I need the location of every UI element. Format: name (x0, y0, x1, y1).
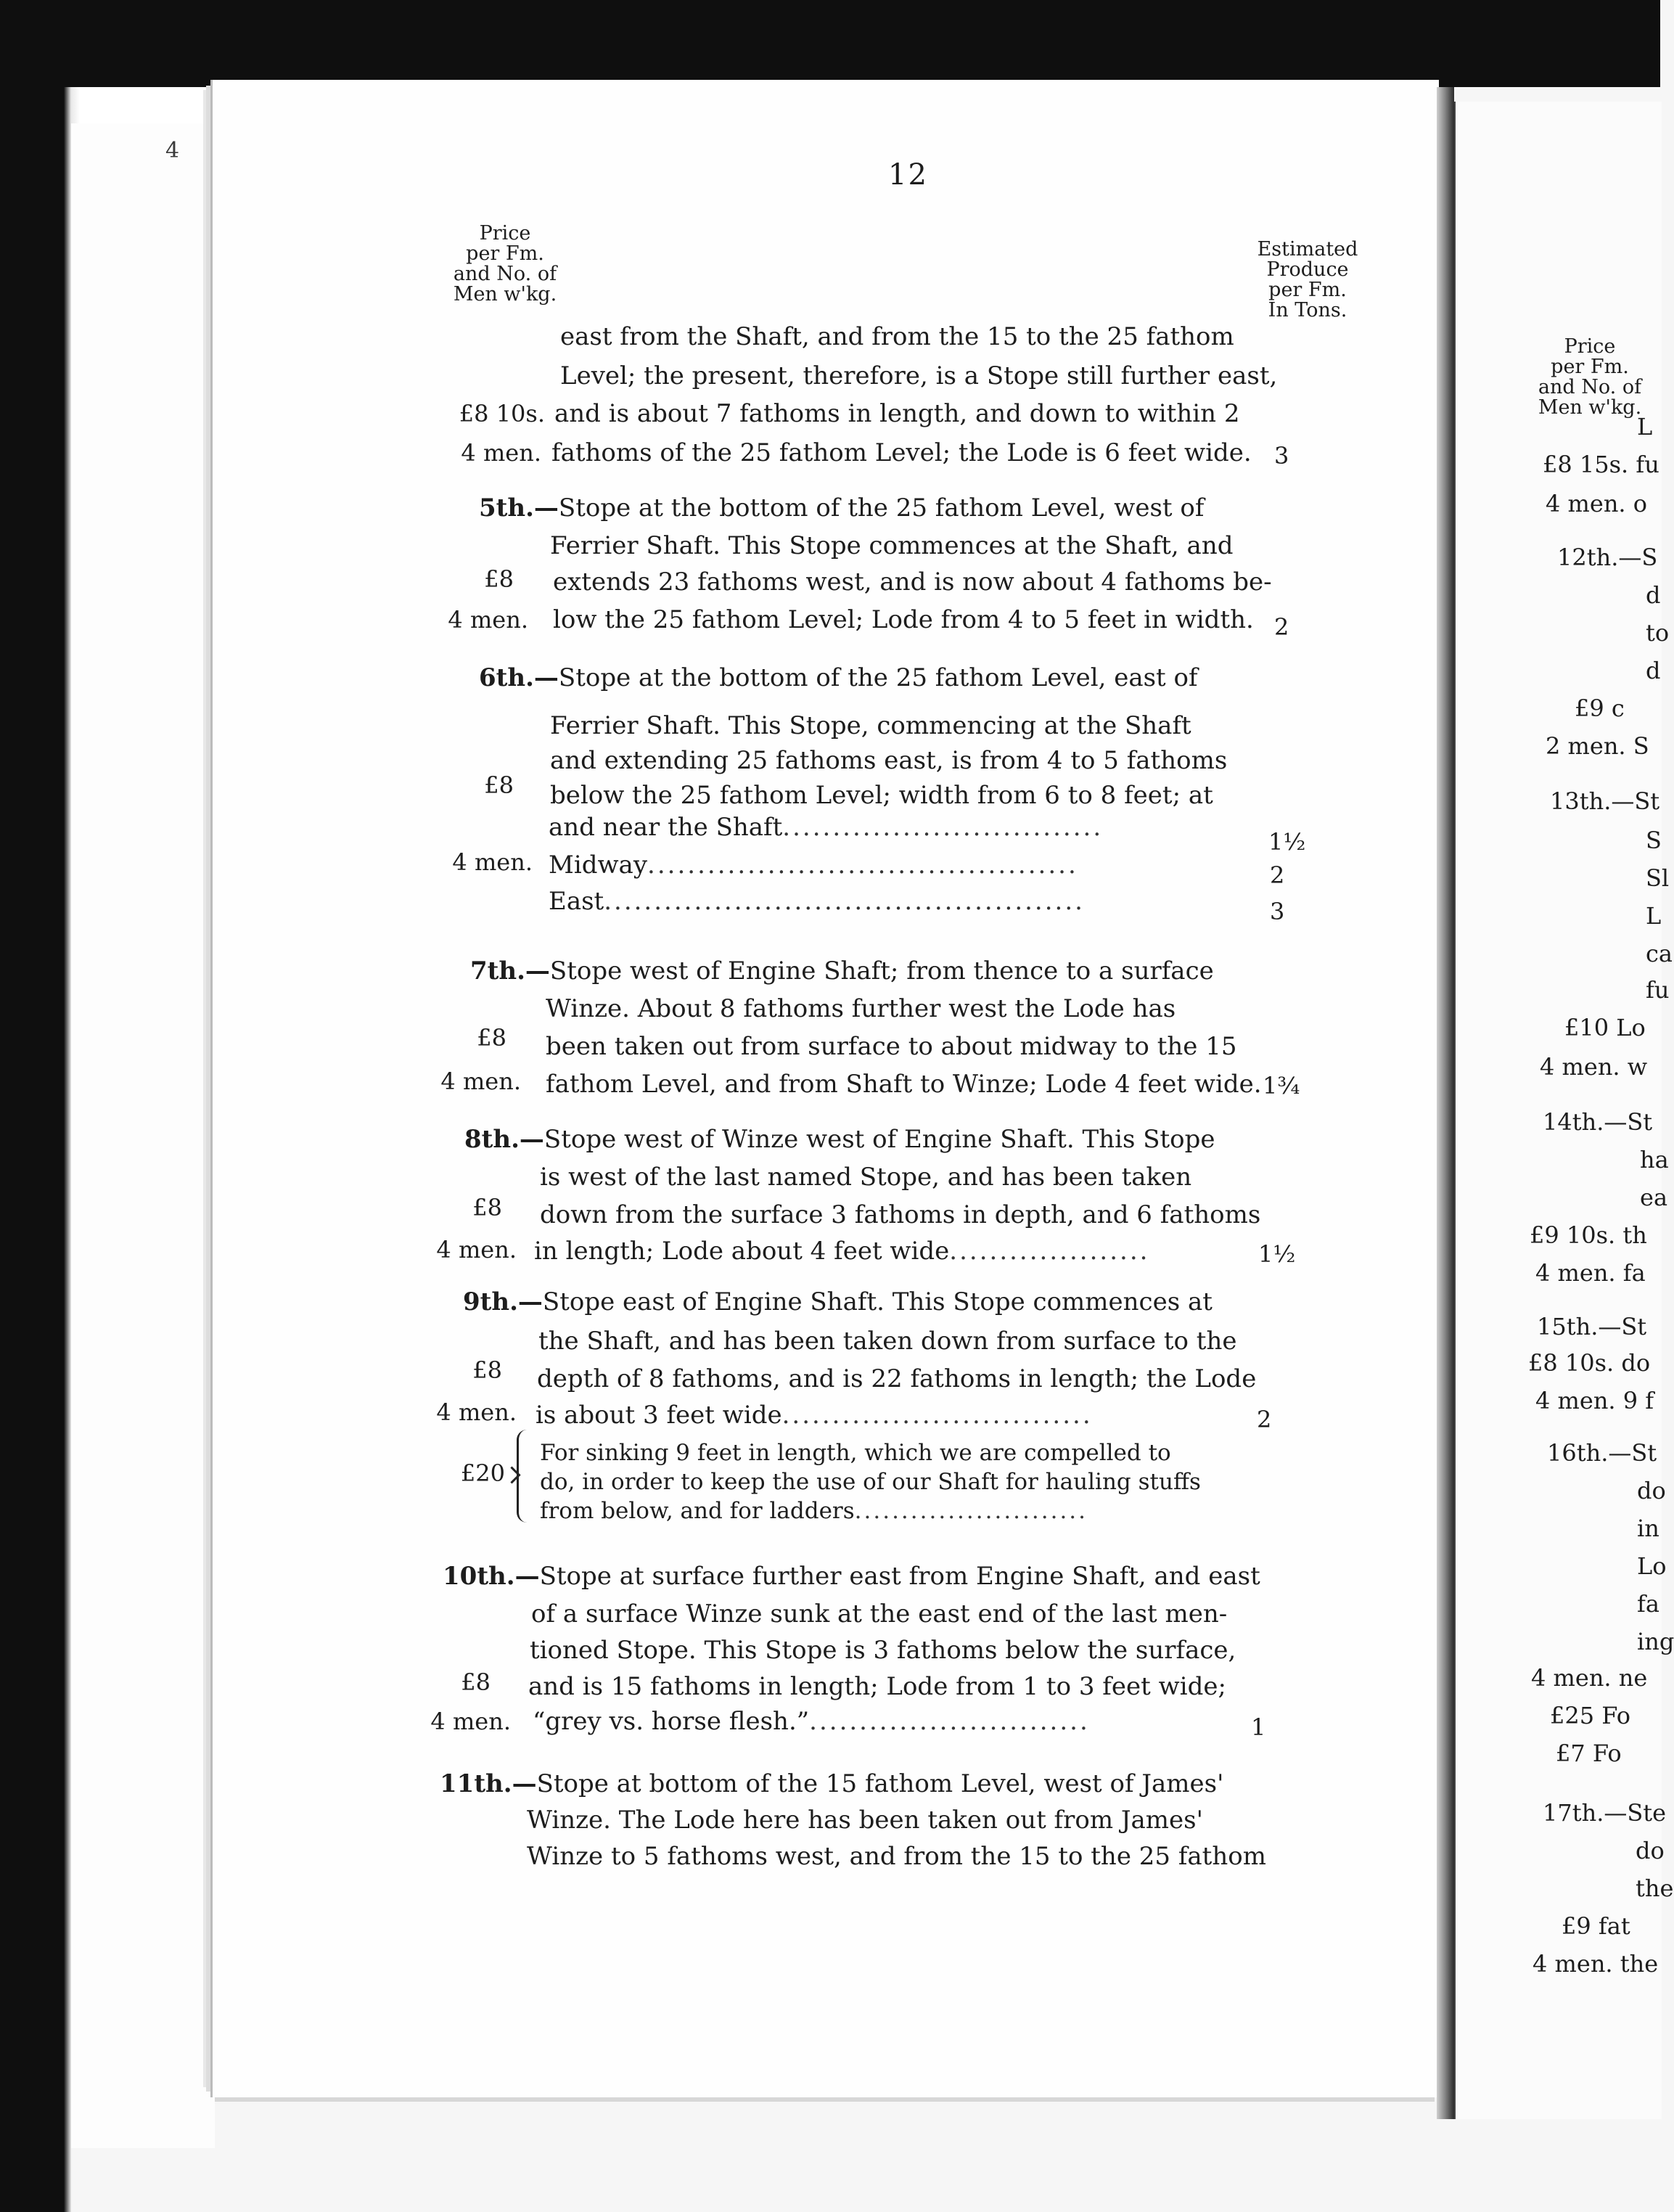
text-line: Stope west of Engine Shaft; from thence to a surface (549, 957, 1214, 986)
next-page-fragment: fa (1637, 1590, 1659, 1618)
text-line (534, 1234, 1149, 1269)
men-count: 4 men. (448, 606, 528, 634)
next-page-fragment: L (1646, 902, 1662, 930)
next-page-fragment: 4 men. fa (1535, 1259, 1646, 1287)
text-line: been taken out from surface to about midway to the 15 (546, 1032, 1237, 1061)
produce-value: 3 (1274, 442, 1289, 470)
text-line: fathoms of the 25 fathom Level; the Lode is 6 feet wide. (551, 438, 1252, 467)
next-page-fragment: to (1646, 619, 1670, 647)
next-page-fragment: ha (1640, 1146, 1669, 1173)
text-line (549, 848, 1078, 882)
men-count: 4 men. (436, 1236, 517, 1263)
text-line-content: is about 3 feet wide (536, 1401, 782, 1430)
text-line: For sinking 9 feet in length, which we are compelled to (540, 1440, 1171, 1466)
men-count: 4 men. (452, 848, 533, 876)
next-page-fragment: Lo (1637, 1552, 1667, 1580)
next-page (1454, 102, 1674, 2119)
text-line: extends 23 fathoms west, and is now about 4 fathoms be- (553, 568, 1272, 597)
text-line: and is 15 fathoms in length; Lode from 1 to 3 feet wide; (528, 1672, 1226, 1701)
next-page-fragment: 4 men. o (1546, 490, 1648, 517)
next-page-fragment: ca (1646, 940, 1673, 967)
text-line-content: from below, and for ladders (540, 1498, 855, 1524)
previous-page-strip (71, 123, 215, 2170)
text-line: Winze. About 8 fathoms further west the Lode has (546, 994, 1176, 1023)
next-page-fragment: £10 Lo (1564, 1014, 1646, 1041)
price-value: £8 (472, 1356, 502, 1384)
text-line: the Shaft, and has been taken down from surface to the (538, 1327, 1237, 1356)
price-value: £8 (461, 1668, 491, 1696)
curly-brace (517, 1430, 532, 1523)
men-count: 4 men. (440, 1068, 521, 1095)
next-page-price-header: Price per Fm. and No. of Men w'kg. (1538, 335, 1642, 419)
entry-label: 7th.— (470, 957, 550, 986)
produce-value: 2 (1270, 861, 1285, 889)
produce-value: 2 (1257, 1406, 1272, 1433)
next-page-fragment: 4 men. the (1533, 1950, 1659, 1978)
next-page-fragment: 17th.—Ste (1543, 1799, 1667, 1827)
scan-background-top (0, 0, 1660, 87)
next-page-fragment: £9 c (1575, 695, 1625, 722)
next-page-fragment: 2 men. S (1546, 732, 1649, 760)
text-line: and extending 25 fathoms east, is from 4 to 5 fathoms (550, 746, 1228, 775)
entry-label: 11th.— (440, 1769, 537, 1798)
men-count: 4 men. (461, 439, 541, 467)
next-page-fragment: 14th.—St (1543, 1108, 1653, 1136)
next-page-fragment: ing (1637, 1628, 1674, 1655)
text-line: below the 25 fathom Level; width from 6 to 8 feet; at (550, 781, 1213, 810)
dot-leader: .................... (949, 1237, 1150, 1266)
text-line: low the 25 fathom Level; Lode from 4 to 5 feet in width. (553, 605, 1254, 634)
dot-leader: ............................ (809, 1707, 1090, 1736)
entry-11th (440, 1766, 1223, 1801)
next-page-fragment: ea (1640, 1184, 1668, 1211)
next-page-fragment: S (1646, 827, 1662, 854)
text-line: Stope at bottom of the 15 fathom Level, west of James' (536, 1769, 1224, 1798)
dot-leader: ............................... (781, 1401, 1093, 1430)
next-page-fragment: d (1646, 581, 1661, 609)
text-line: Ferrier Shaft. This Stope commences at the Shaft, and (550, 531, 1234, 560)
text-line-content: Midway (549, 851, 648, 880)
entry-label: 8th.— (464, 1125, 544, 1154)
entry-label: 10th.— (443, 1562, 540, 1591)
entry-9th (463, 1285, 1213, 1319)
text-line (549, 884, 1085, 919)
text-line: depth of 8 fathoms, and is 22 fathoms in length; the Lode (537, 1364, 1257, 1393)
text-line: Stope west of Winze west of Engine Shaft. This Stope (543, 1125, 1215, 1154)
next-page-fragment: do (1637, 1477, 1666, 1504)
produce-value: 1 (1251, 1713, 1266, 1741)
text-line: Stope at the bottom of the 25 fathom Level, west of (558, 493, 1205, 523)
price-value: £8 (484, 771, 514, 799)
next-page-fragment: L (1637, 413, 1653, 441)
price-value: £8 (472, 1194, 502, 1221)
text-line (549, 810, 1103, 845)
next-page-fragment: £7 Fo (1556, 1740, 1622, 1767)
next-page-fragment: £8 10s. do (1528, 1349, 1651, 1377)
entry-label: 6th.— (479, 663, 559, 692)
text-line: Winze to 5 fathoms west, and from the 15 to the 25 fathom (527, 1842, 1266, 1871)
page-number: 12 (888, 158, 928, 192)
text-line: Stope east of Engine Shaft. This Stope commences at (542, 1287, 1213, 1316)
next-page-fragment: do (1636, 1837, 1665, 1864)
text-line-content: in length; Lode about 4 feet wide (534, 1237, 950, 1266)
entry-label: 9th.— (463, 1287, 543, 1316)
next-page-fragment: d (1646, 657, 1661, 684)
text-line: down from the surface 3 fathoms in depth, and 6 fathoms (540, 1200, 1261, 1229)
text-line: is west of the last named Stope, and has been taken (540, 1163, 1192, 1192)
text-line: Stope at surface further east from Engine Shaft, and east (539, 1562, 1260, 1591)
entry-7th (470, 954, 1214, 988)
dot-leader: ................................................ (604, 887, 1085, 916)
next-page-fragment: Sl (1646, 864, 1670, 892)
text-line: tioned Stope. This Stope is 3 fathoms below the surface, (530, 1636, 1236, 1665)
text-line: and is about 7 fathoms in length, and down to within 2 (554, 399, 1240, 428)
text-line (533, 1704, 1090, 1739)
text-line: fathom Level, and from Shaft to Winze; Lode 4 feet wide. (546, 1070, 1262, 1099)
dot-leader: ........................................... (647, 851, 1078, 880)
text-line-content: “grey vs. horse flesh.” (533, 1707, 810, 1736)
text-line: Ferrier Shaft. This Stope, commencing at the Shaft (550, 711, 1191, 740)
text-line (540, 1496, 1088, 1525)
entry-label: 5th.— (479, 493, 559, 523)
next-page-fragment: in (1637, 1515, 1659, 1542)
next-page-fragment: 4 men. ne (1531, 1664, 1648, 1692)
produce-value: 3 (1270, 898, 1285, 925)
price-value: £8 (484, 565, 514, 593)
text-line-content: and near the Shaft (549, 813, 783, 842)
price-value: £20 (460, 1459, 505, 1487)
next-page-fragment: 16th.—St (1547, 1439, 1657, 1467)
produce-column-header: Estimated Produce per Fm. In Tons. (1257, 238, 1358, 321)
book-gutter (1437, 87, 1454, 2119)
entry-6th (479, 660, 1198, 695)
next-page-fragment: fu (1646, 976, 1670, 1004)
next-page-fragment: 12th.—S (1557, 544, 1658, 571)
text-line (536, 1398, 1093, 1433)
text-line: Winze. The Lode here has been taken out from James' (527, 1806, 1203, 1835)
next-page-fragment: 15th.—St (1537, 1313, 1647, 1340)
price-value: £8 10s. (459, 400, 545, 427)
men-count: 4 men. (430, 1708, 511, 1735)
entry-5th (479, 491, 1204, 525)
next-page-fragment: £9 fat (1562, 1912, 1630, 1940)
next-page-fragment: £8 15s. fu (1543, 451, 1659, 478)
produce-value: 1½ (1258, 1240, 1296, 1268)
text-line: do, in order to keep the use of our Shaft for hauling stuffs (540, 1469, 1201, 1495)
entry-10th (443, 1559, 1260, 1594)
text-line: Level; the present, therefore, is a Stope still further east, (560, 361, 1278, 390)
next-page-fragment: 4 men. w (1540, 1053, 1648, 1081)
entry-8th (464, 1122, 1215, 1157)
next-page-fragment: the (1636, 1875, 1674, 1902)
price-column-header: Price per Fm. and No. of Men w'kg. (453, 222, 557, 306)
text-line: of a surface Winze sunk at the east end of the last men- (531, 1599, 1228, 1629)
next-page-fragment: 4 men. 9 f (1535, 1387, 1654, 1414)
dot-leader: ................................ (782, 813, 1104, 842)
next-page-fragment: £9 10s. th (1530, 1221, 1647, 1249)
price-value: £8 (477, 1024, 506, 1052)
produce-value: 1½ (1268, 828, 1306, 856)
produce-value: 1¾ (1263, 1072, 1300, 1099)
text-line: east from the Shaft, and from the 15 to the 25 fathom (560, 322, 1234, 351)
produce-value: 2 (1274, 613, 1289, 641)
scan-background-bottom (71, 2148, 1660, 2212)
dot-leader: ......................... (854, 1498, 1088, 1524)
text-line: Stope at the bottom of the 25 fathom Level, east of (558, 663, 1198, 692)
next-page-fragment: £25 Fo (1550, 1702, 1630, 1729)
men-count: 4 men. (436, 1398, 517, 1426)
text-line-content: East (549, 887, 604, 916)
next-page-fragment: 13th.—St (1550, 787, 1660, 815)
margin-note: 4 (165, 138, 180, 163)
